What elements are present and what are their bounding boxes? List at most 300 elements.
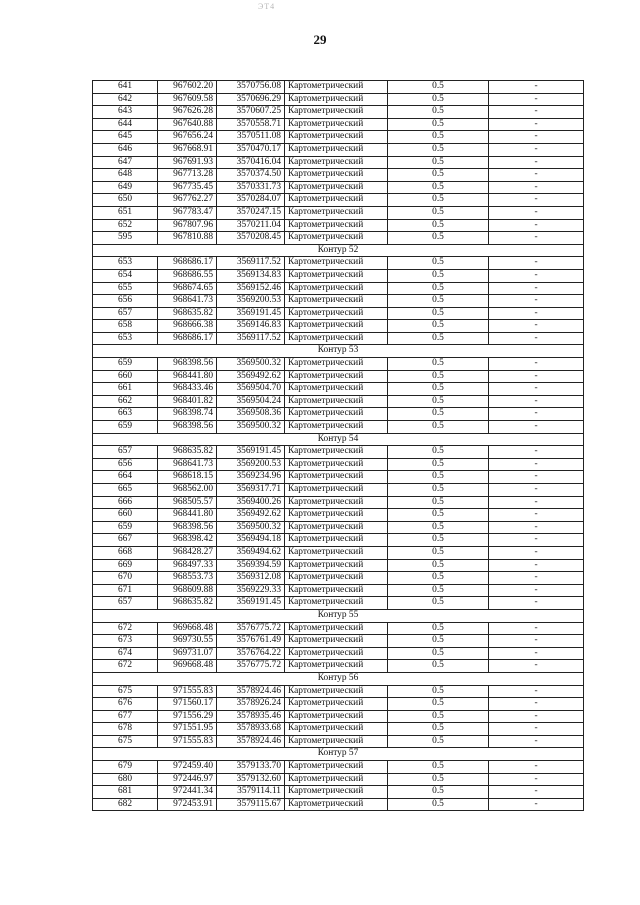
y-coordinate-cell: 3570607.25 [217,106,285,119]
table-row [93,408,584,421]
y-coordinate-cell: 3579115.67 [217,798,285,811]
table-row [93,761,584,774]
x-coordinate-cell: 967668.91 [158,143,217,156]
table-row [93,735,584,748]
x-coordinate-cell: 968398.56 [158,358,217,371]
point-number-cell: 671 [93,584,158,597]
y-coordinate-cell: 3569394.59 [217,559,285,572]
note-cell: - [489,735,584,748]
note-cell: - [489,295,584,308]
point-number-cell: 677 [93,710,158,723]
accuracy-cell: 0.5 [388,269,489,282]
method-cell: Картометрический [285,383,388,396]
y-coordinate-cell: 3576775.72 [217,660,285,673]
method-cell: Картометрический [285,597,388,610]
accuracy-cell: 0.5 [388,622,489,635]
accuracy-cell: 0.5 [388,521,489,534]
accuracy-cell: 0.5 [388,383,489,396]
y-coordinate-cell: 3578933.68 [217,723,285,736]
coordinates-table-body [93,81,584,811]
x-coordinate-cell: 968686.17 [158,257,217,270]
x-coordinate-cell: 969668.48 [158,622,217,635]
point-number-cell: 664 [93,471,158,484]
y-coordinate-cell: 3569500.32 [217,358,285,371]
y-coordinate-cell: 3570208.45 [217,232,285,245]
point-number-cell: 656 [93,458,158,471]
method-cell: Картометрический [285,572,388,585]
point-number-cell: 672 [93,660,158,673]
y-coordinate-cell: 3569134.83 [217,269,285,282]
contour-title: Контур 57 [93,748,584,761]
note-cell: - [489,584,584,597]
y-coordinate-cell: 3570331.73 [217,181,285,194]
method-cell: Картометрический [285,635,388,648]
x-coordinate-cell: 968505.57 [158,496,217,509]
y-coordinate-cell: 3570756.08 [217,81,285,94]
note-cell: - [489,484,584,497]
note-cell: - [489,282,584,295]
note-cell: - [489,232,584,245]
note-cell: - [489,635,584,648]
accuracy-cell: 0.5 [388,773,489,786]
note-cell: - [489,408,584,421]
x-coordinate-cell: 971556.29 [158,710,217,723]
accuracy-cell: 0.5 [388,496,489,509]
table-row [93,446,584,459]
table-row [93,320,584,333]
x-coordinate-cell: 968641.73 [158,295,217,308]
point-number-cell: 681 [93,786,158,799]
accuracy-cell: 0.5 [388,786,489,799]
table-row [93,534,584,547]
accuracy-cell: 0.5 [388,206,489,219]
table-row [93,118,584,131]
accuracy-cell: 0.5 [388,332,489,345]
y-coordinate-cell: 3569191.45 [217,307,285,320]
accuracy-cell: 0.5 [388,660,489,673]
method-cell: Картометрический [285,143,388,156]
y-coordinate-cell: 3569504.24 [217,395,285,408]
contour-title: Контур 54 [93,433,584,446]
point-number-cell: 655 [93,282,158,295]
table-row [93,458,584,471]
point-number-cell: 647 [93,156,158,169]
method-cell: Картометрический [285,395,388,408]
method-cell: Картометрический [285,798,388,811]
method-cell: Картометрический [285,295,388,308]
note-cell: - [489,597,584,610]
note-cell: - [489,320,584,333]
x-coordinate-cell: 969731.07 [158,647,217,660]
x-coordinate-cell: 968686.17 [158,332,217,345]
method-cell: Картометрический [285,761,388,774]
x-coordinate-cell: 968618.15 [158,471,217,484]
accuracy-cell: 0.5 [388,395,489,408]
table-row [93,685,584,698]
accuracy-cell: 0.5 [388,471,489,484]
table-row [93,269,584,282]
accuracy-cell: 0.5 [388,798,489,811]
contour-header-row [93,244,584,257]
x-coordinate-cell: 968674.65 [158,282,217,295]
table-row [93,169,584,182]
accuracy-cell: 0.5 [388,358,489,371]
table-row [93,358,584,371]
x-coordinate-cell: 967656.24 [158,131,217,144]
accuracy-cell: 0.5 [388,131,489,144]
method-cell: Картометрический [285,584,388,597]
point-number-cell: 675 [93,735,158,748]
table-row [93,622,584,635]
x-coordinate-cell: 967735.45 [158,181,217,194]
method-cell: Картометрический [285,358,388,371]
x-coordinate-cell: 968398.56 [158,421,217,434]
table-row [93,395,584,408]
method-cell: Картометрический [285,282,388,295]
table-row [93,131,584,144]
y-coordinate-cell: 3578935.46 [217,710,285,723]
method-cell: Картометрический [285,458,388,471]
y-coordinate-cell: 3569146.83 [217,320,285,333]
accuracy-cell: 0.5 [388,93,489,106]
x-coordinate-cell: 968686.55 [158,269,217,282]
y-coordinate-cell: 3569504.70 [217,383,285,396]
method-cell: Картометрический [285,622,388,635]
table-row [93,496,584,509]
y-coordinate-cell: 3570416.04 [217,156,285,169]
point-number-cell: 653 [93,332,158,345]
contour-header-row [93,748,584,761]
note-cell: - [489,143,584,156]
method-cell: Картометрический [285,421,388,434]
y-coordinate-cell: 3578924.46 [217,685,285,698]
point-number-cell: 658 [93,320,158,333]
point-number-cell: 670 [93,572,158,585]
method-cell: Картометрический [285,118,388,131]
note-cell: - [489,307,584,320]
accuracy-cell: 0.5 [388,458,489,471]
note-cell: - [489,156,584,169]
table-row [93,723,584,736]
method-cell: Картометрический [285,471,388,484]
point-number-cell: 675 [93,685,158,698]
point-number-cell: 669 [93,559,158,572]
accuracy-cell: 0.5 [388,685,489,698]
method-cell: Картометрический [285,194,388,207]
contour-title: Контур 56 [93,672,584,685]
method-cell: Картометрический [285,408,388,421]
accuracy-cell: 0.5 [388,320,489,333]
y-coordinate-cell: 3579114.11 [217,786,285,799]
note-cell: - [489,521,584,534]
table-row [93,786,584,799]
point-number-cell: 667 [93,534,158,547]
point-number-cell: 644 [93,118,158,131]
accuracy-cell: 0.5 [388,572,489,585]
x-coordinate-cell: 968441.80 [158,370,217,383]
note-cell: - [489,660,584,673]
method-cell: Картометрический [285,660,388,673]
method-cell: Картометрический [285,786,388,799]
point-number-cell: 660 [93,509,158,522]
x-coordinate-cell: 972453.91 [158,798,217,811]
x-coordinate-cell: 968401.82 [158,395,217,408]
table-row [93,156,584,169]
point-number-cell: 651 [93,206,158,219]
x-coordinate-cell: 971560.17 [158,698,217,711]
y-coordinate-cell: 3576761.49 [217,635,285,648]
note-cell: - [489,358,584,371]
note-cell: - [489,370,584,383]
x-coordinate-cell: 967762.27 [158,194,217,207]
method-cell: Картометрический [285,232,388,245]
note-cell: - [489,446,584,459]
method-cell: Картометрический [285,773,388,786]
y-coordinate-cell: 3569117.52 [217,257,285,270]
table-row [93,471,584,484]
point-number-cell: 668 [93,546,158,559]
accuracy-cell: 0.5 [388,635,489,648]
accuracy-cell: 0.5 [388,81,489,94]
method-cell: Картометрический [285,181,388,194]
note-cell: - [489,698,584,711]
accuracy-cell: 0.5 [388,194,489,207]
table-row [93,332,584,345]
note-cell: - [489,206,584,219]
accuracy-cell: 0.5 [388,484,489,497]
accuracy-cell: 0.5 [388,735,489,748]
method-cell: Картометрический [285,446,388,459]
method-cell: Картометрический [285,534,388,547]
contour-title: Контур 52 [93,244,584,257]
accuracy-cell: 0.5 [388,597,489,610]
point-number-cell: 656 [93,295,158,308]
table-row [93,421,584,434]
y-coordinate-cell: 3569312.08 [217,572,285,585]
accuracy-cell: 0.5 [388,295,489,308]
note-cell: - [489,181,584,194]
x-coordinate-cell: 967810.88 [158,232,217,245]
accuracy-cell: 0.5 [388,143,489,156]
scan-mark: ЭТ4 [258,2,276,11]
y-coordinate-cell: 3569492.62 [217,509,285,522]
x-coordinate-cell: 967602.20 [158,81,217,94]
x-coordinate-cell: 967609.58 [158,93,217,106]
note-cell: - [489,332,584,345]
x-coordinate-cell: 968398.42 [158,534,217,547]
point-number-cell: 680 [93,773,158,786]
x-coordinate-cell: 968635.82 [158,307,217,320]
x-coordinate-cell: 968635.82 [158,597,217,610]
point-number-cell: 678 [93,723,158,736]
method-cell: Картометрический [285,332,388,345]
x-coordinate-cell: 968398.74 [158,408,217,421]
point-number-cell: 663 [93,408,158,421]
accuracy-cell: 0.5 [388,169,489,182]
method-cell: Картометрический [285,496,388,509]
note-cell: - [489,546,584,559]
table-row [93,106,584,119]
note-cell: - [489,509,584,522]
accuracy-cell: 0.5 [388,698,489,711]
page-number: 29 [313,32,327,47]
y-coordinate-cell: 3569500.32 [217,421,285,434]
point-number-cell: 643 [93,106,158,119]
note-cell: - [489,622,584,635]
point-number-cell: 665 [93,484,158,497]
note-cell: - [489,131,584,144]
table-row [93,93,584,106]
note-cell: - [489,383,584,396]
y-coordinate-cell: 3579132.60 [217,773,285,786]
x-coordinate-cell: 969730.55 [158,635,217,648]
method-cell: Картометрический [285,521,388,534]
table-row [93,773,584,786]
y-coordinate-cell: 3578924.46 [217,735,285,748]
point-number-cell: 641 [93,81,158,94]
table-row [93,307,584,320]
table-row [93,521,584,534]
x-coordinate-cell: 967691.93 [158,156,217,169]
x-coordinate-cell: 968641.73 [158,458,217,471]
y-coordinate-cell: 3569494.18 [217,534,285,547]
y-coordinate-cell: 3570470.17 [217,143,285,156]
y-coordinate-cell: 3570247.15 [217,206,285,219]
table-row [93,559,584,572]
x-coordinate-cell: 972459.40 [158,761,217,774]
method-cell: Картометрический [285,710,388,723]
table-row [93,635,584,648]
point-number-cell: 659 [93,421,158,434]
note-cell: - [489,798,584,811]
note-cell: - [489,257,584,270]
x-coordinate-cell: 967626.28 [158,106,217,119]
x-coordinate-cell: 969668.48 [158,660,217,673]
y-coordinate-cell: 3570374.50 [217,169,285,182]
x-coordinate-cell: 968497.33 [158,559,217,572]
y-coordinate-cell: 3569229.33 [217,584,285,597]
y-coordinate-cell: 3569508.36 [217,408,285,421]
note-cell: - [489,81,584,94]
y-coordinate-cell: 3578926.24 [217,698,285,711]
x-coordinate-cell: 968441.80 [158,509,217,522]
table-row [93,572,584,585]
method-cell: Картометрический [285,307,388,320]
point-number-cell: 673 [93,635,158,648]
x-coordinate-cell: 968609.88 [158,584,217,597]
coordinates-table [92,80,584,811]
point-number-cell: 657 [93,446,158,459]
note-cell: - [489,471,584,484]
x-coordinate-cell: 971555.83 [158,685,217,698]
point-number-cell: 653 [93,257,158,270]
x-coordinate-cell: 968398.56 [158,521,217,534]
note-cell: - [489,118,584,131]
accuracy-cell: 0.5 [388,106,489,119]
table-row [93,282,584,295]
note-cell: - [489,723,584,736]
method-cell: Картометрический [285,647,388,660]
point-number-cell: 660 [93,370,158,383]
x-coordinate-cell: 967783.47 [158,206,217,219]
point-number-cell: 652 [93,219,158,232]
accuracy-cell: 0.5 [388,156,489,169]
method-cell: Картометрический [285,509,388,522]
accuracy-cell: 0.5 [388,219,489,232]
point-number-cell: 672 [93,622,158,635]
method-cell: Картометрический [285,257,388,270]
method-cell: Картометрический [285,269,388,282]
y-coordinate-cell: 3569191.45 [217,597,285,610]
accuracy-cell: 0.5 [388,534,489,547]
contour-header-row [93,433,584,446]
note-cell: - [489,572,584,585]
y-coordinate-cell: 3576775.72 [217,622,285,635]
method-cell: Картометрический [285,735,388,748]
note-cell: - [489,93,584,106]
contour-header-row [93,345,584,358]
note-cell: - [489,761,584,774]
table-row [93,194,584,207]
y-coordinate-cell: 3569117.52 [217,332,285,345]
table-row [93,647,584,660]
table-row [93,370,584,383]
x-coordinate-cell: 968433.46 [158,383,217,396]
note-cell: - [489,786,584,799]
x-coordinate-cell: 967640.88 [158,118,217,131]
method-cell: Картометрический [285,93,388,106]
x-coordinate-cell: 972441.34 [158,786,217,799]
y-coordinate-cell: 3569191.45 [217,446,285,459]
accuracy-cell: 0.5 [388,509,489,522]
note-cell: - [489,496,584,509]
point-number-cell: 674 [93,647,158,660]
table-row [93,584,584,597]
table-row [93,232,584,245]
point-number-cell: 657 [93,597,158,610]
note-cell: - [489,773,584,786]
point-number-cell: 657 [93,307,158,320]
accuracy-cell: 0.5 [388,446,489,459]
method-cell: Картометрический [285,219,388,232]
x-coordinate-cell: 967807.96 [158,219,217,232]
table-row [93,546,584,559]
contour-title: Контур 55 [93,609,584,622]
point-number-cell: 679 [93,761,158,774]
note-cell: - [489,458,584,471]
table-row [93,798,584,811]
accuracy-cell: 0.5 [388,257,489,270]
accuracy-cell: 0.5 [388,421,489,434]
contour-header-row [93,609,584,622]
note-cell: - [489,559,584,572]
method-cell: Картометрический [285,81,388,94]
point-number-cell: 661 [93,383,158,396]
x-coordinate-cell: 971555.83 [158,735,217,748]
point-number-cell: 642 [93,93,158,106]
method-cell: Картометрический [285,559,388,572]
contour-header-row [93,672,584,685]
point-number-cell: 676 [93,698,158,711]
point-number-cell: 650 [93,194,158,207]
table-row [93,295,584,308]
accuracy-cell: 0.5 [388,282,489,295]
accuracy-cell: 0.5 [388,118,489,131]
point-number-cell: 649 [93,181,158,194]
x-coordinate-cell: 968553.73 [158,572,217,585]
method-cell: Картометрический [285,169,388,182]
accuracy-cell: 0.5 [388,232,489,245]
